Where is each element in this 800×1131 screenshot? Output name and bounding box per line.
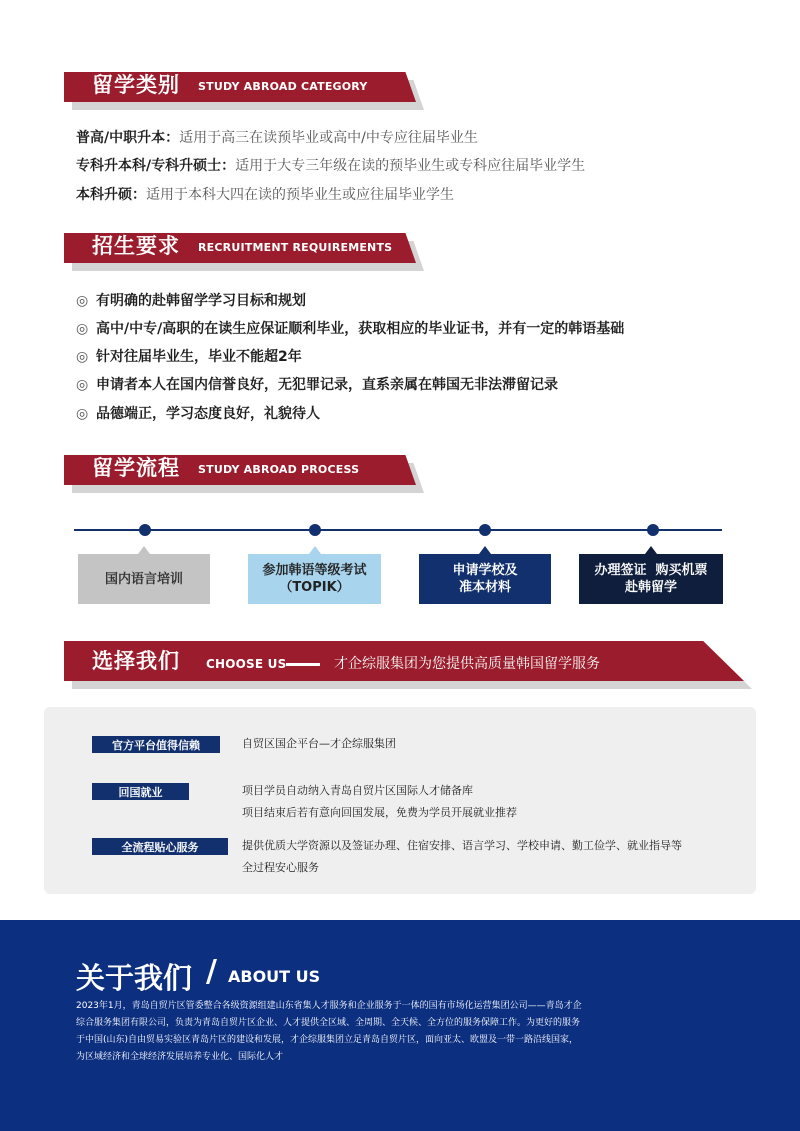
bullet-icon: ◎	[76, 293, 89, 309]
choose-desc: 项目学员自动纳入青岛自贸片区国际人才储备库 项目结束后若有意向回国发展，免费为学员开展就业推荐	[242, 784, 517, 819]
about-title-separator: /	[206, 954, 217, 989]
category-title-cn: 留学类别	[92, 73, 180, 97]
requirement-item: ◎ 高中/中专/高职的在读生应保证顺利毕业，获取相应的毕业证书，并有一定的韩语基础	[76, 321, 625, 337]
timeline-dot	[647, 524, 659, 536]
bullet-icon: ◎	[76, 406, 89, 422]
process-step-language: 国内语言培训	[78, 554, 210, 604]
bullet-icon: ◎	[76, 349, 89, 365]
tag-official-platform: 官方平台值得信赖	[92, 736, 220, 753]
category-item: 本科升硕：适用于本科大四在读的预毕业生或应往届毕业学生	[76, 187, 454, 203]
bullet-icon: ◎	[76, 321, 89, 337]
choose-slogan: 才企综服集团为您提供高质量韩国留学服务	[334, 656, 600, 672]
choose-desc: 自贸区国企平台—才企综服集团	[242, 737, 396, 750]
category-item: 专科升本科/专科升硕士：适用于大专三年级在读的预毕业生或专科应往届毕业学生	[76, 158, 586, 174]
tag-return-employment: 回国就业	[92, 783, 189, 800]
timeline-dot	[139, 524, 151, 536]
process-step-apply: 申请学校及 准本材料	[419, 554, 551, 604]
choose-title-en: CHOOSE US	[206, 657, 287, 671]
timeline-dot	[479, 524, 491, 536]
choose-dash	[286, 663, 320, 666]
about-section	[0, 920, 800, 1131]
about-title-en: ABOUT US	[228, 967, 321, 986]
choose-desc: 提供优质大学资源以及签证办理、住宿安排、语言学习、学校申请、勤工俭学、就业指导等 全过程安心服务	[242, 839, 682, 874]
process-timeline	[74, 529, 722, 531]
requirements-title-en: RECRUITMENT REQUIREMENTS	[198, 241, 393, 254]
requirement-item: ◎ 针对往届毕业生，毕业不能超2年	[76, 349, 302, 365]
timeline-dot	[309, 524, 321, 536]
process-title-en: STUDY ABROAD PROCESS	[198, 463, 360, 476]
category-item: 普高/中职升本：适用于高三在读预毕业或高中/中专应往届毕业生	[76, 130, 478, 146]
requirement-item: ◎ 申请者本人在国内信誉良好，无犯罪记录，直系亲属在韩国无非法滞留记录	[76, 377, 558, 393]
category-title-en: STUDY ABROAD CATEGORY	[198, 80, 368, 93]
requirement-item: ◎ 有明确的赴韩留学学习目标和规划	[76, 293, 306, 309]
about-paragraph: 2023年1月，青岛自贸片区管委整合各级资源组建山东省集人才服务和企业服务于一体的国有市场化运营集团公司——青岛才企综合服务集团有限公司，负责为青岛自贸片区企业、人才提供全区域、全周期、全天候、全方位的服务保障工作。为更好的服务于中国(山东)自由贸易实验区青岛片区的建设和发展，才企综服集团立足青岛自贸片区，面向亚太、欧盟及一带一路沿线国家，为区域经济和全球经济发展培养专业化、国际化人才	[76, 1001, 582, 1062]
bullet-icon: ◎	[76, 377, 89, 393]
tag-full-service: 全流程贴心服务	[92, 838, 228, 855]
process-step-topik: 参加韩语等级考试 （TOPIK）	[248, 554, 381, 604]
choose-title-cn: 选择我们	[92, 649, 180, 673]
requirement-item: ◎ 品德端正，学习态度良好，礼貌待人	[76, 406, 320, 422]
process-step-visa: 办理签证 购买机票 赴韩留学	[579, 554, 723, 604]
requirements-title-cn: 招生要求	[92, 234, 180, 258]
about-title-cn: 关于我们	[76, 961, 193, 995]
process-title-cn: 留学流程	[92, 456, 180, 480]
